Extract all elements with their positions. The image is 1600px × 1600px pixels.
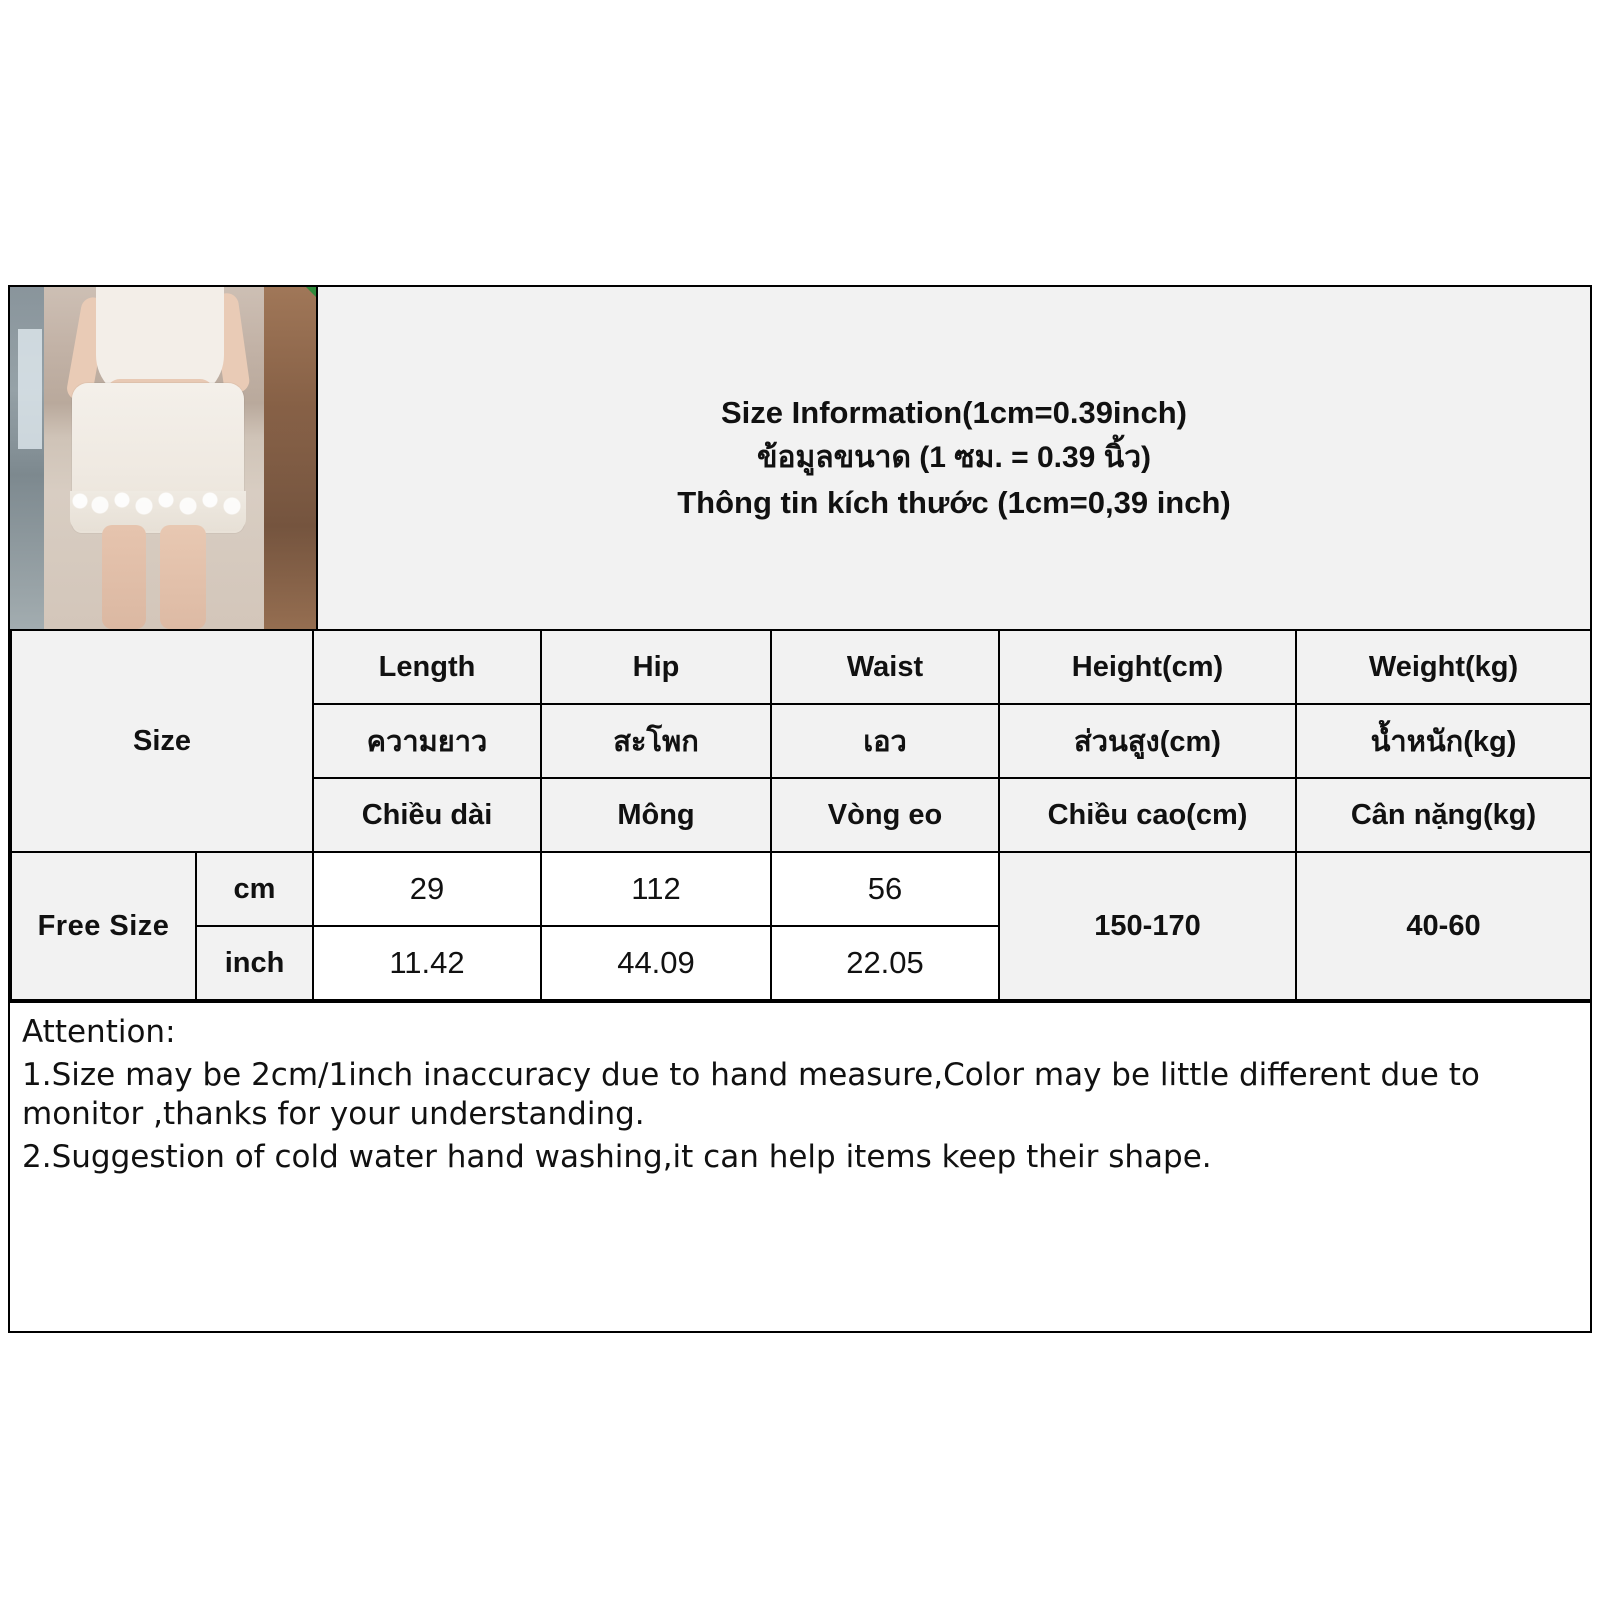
attention-note-1: 1.Size may be 2cm/1inch inaccuracy due to hand measure,Color may be little different due to monitor ,thanks for your understanding. [22, 1057, 1480, 1133]
header-length-vi: Chiều dài [313, 778, 541, 852]
header-weight-en: Weight(kg) [1296, 630, 1591, 704]
title-vietnamese: Thông tin kích thước (1cm=0,39 inch) [677, 485, 1231, 521]
header-length-th: ความยาว [313, 704, 541, 778]
measurements-table [10, 629, 1592, 1001]
row-label-free-size: Free Size [11, 852, 196, 1000]
table-row-header-en [11, 630, 1591, 704]
header-height-vi: Chiều cao(cm) [999, 778, 1296, 852]
title-english: Size Information(1cm=0.39inch) [721, 394, 1187, 430]
photo-window [18, 329, 42, 449]
unit-inch: inch [196, 926, 313, 1000]
attention-block [10, 1001, 1590, 1331]
header-weight-th: น้ำหนัก(kg) [1296, 704, 1591, 778]
chart-header-band [10, 287, 1590, 629]
header-height-th: ส่วนสูง(cm) [999, 704, 1296, 778]
value-height-range: 150-170 [999, 852, 1296, 1000]
value-weight-range: 40-60 [1296, 852, 1591, 1000]
header-weight-vi: Cân nặng(kg) [1296, 778, 1591, 852]
value-waist-inch: 22.05 [771, 926, 999, 1000]
table-row-cm [11, 852, 1591, 926]
value-hip-cm: 112 [541, 852, 771, 926]
photo-wall-right [264, 287, 316, 629]
header-hip-vi: Mông [541, 778, 771, 852]
size-chart-container [8, 285, 1592, 1333]
attention-note-2: 2.Suggestion of cold water hand washing,it can help items keep their shape. [22, 1139, 1212, 1176]
title-block [316, 287, 1590, 629]
value-length-inch: 11.42 [313, 926, 541, 1000]
header-waist-th: เอว [771, 704, 999, 778]
header-waist-en: Waist [771, 630, 999, 704]
photo-leg-left [102, 525, 146, 629]
value-hip-inch: 44.09 [541, 926, 771, 1000]
header-waist-vi: Vòng eo [771, 778, 999, 852]
corner-marker-icon [304, 287, 316, 299]
value-length-cm: 29 [313, 852, 541, 926]
header-height-en: Height(cm) [999, 630, 1296, 704]
header-length-en: Length [313, 630, 541, 704]
header-hip-th: สะโพก [541, 704, 771, 778]
product-photo [10, 287, 316, 629]
attention-heading: Attention: [22, 1014, 176, 1050]
header-hip-en: Hip [541, 630, 771, 704]
title-thai: ข้อมูลขนาด (1 ซม. = 0.39 นิ้ว) [756, 440, 1152, 474]
unit-cm: cm [196, 852, 313, 926]
photo-lace-hem [70, 491, 246, 531]
size-label-cell: Size [11, 630, 313, 852]
value-waist-cm: 56 [771, 852, 999, 926]
photo-leg-right [160, 525, 206, 629]
